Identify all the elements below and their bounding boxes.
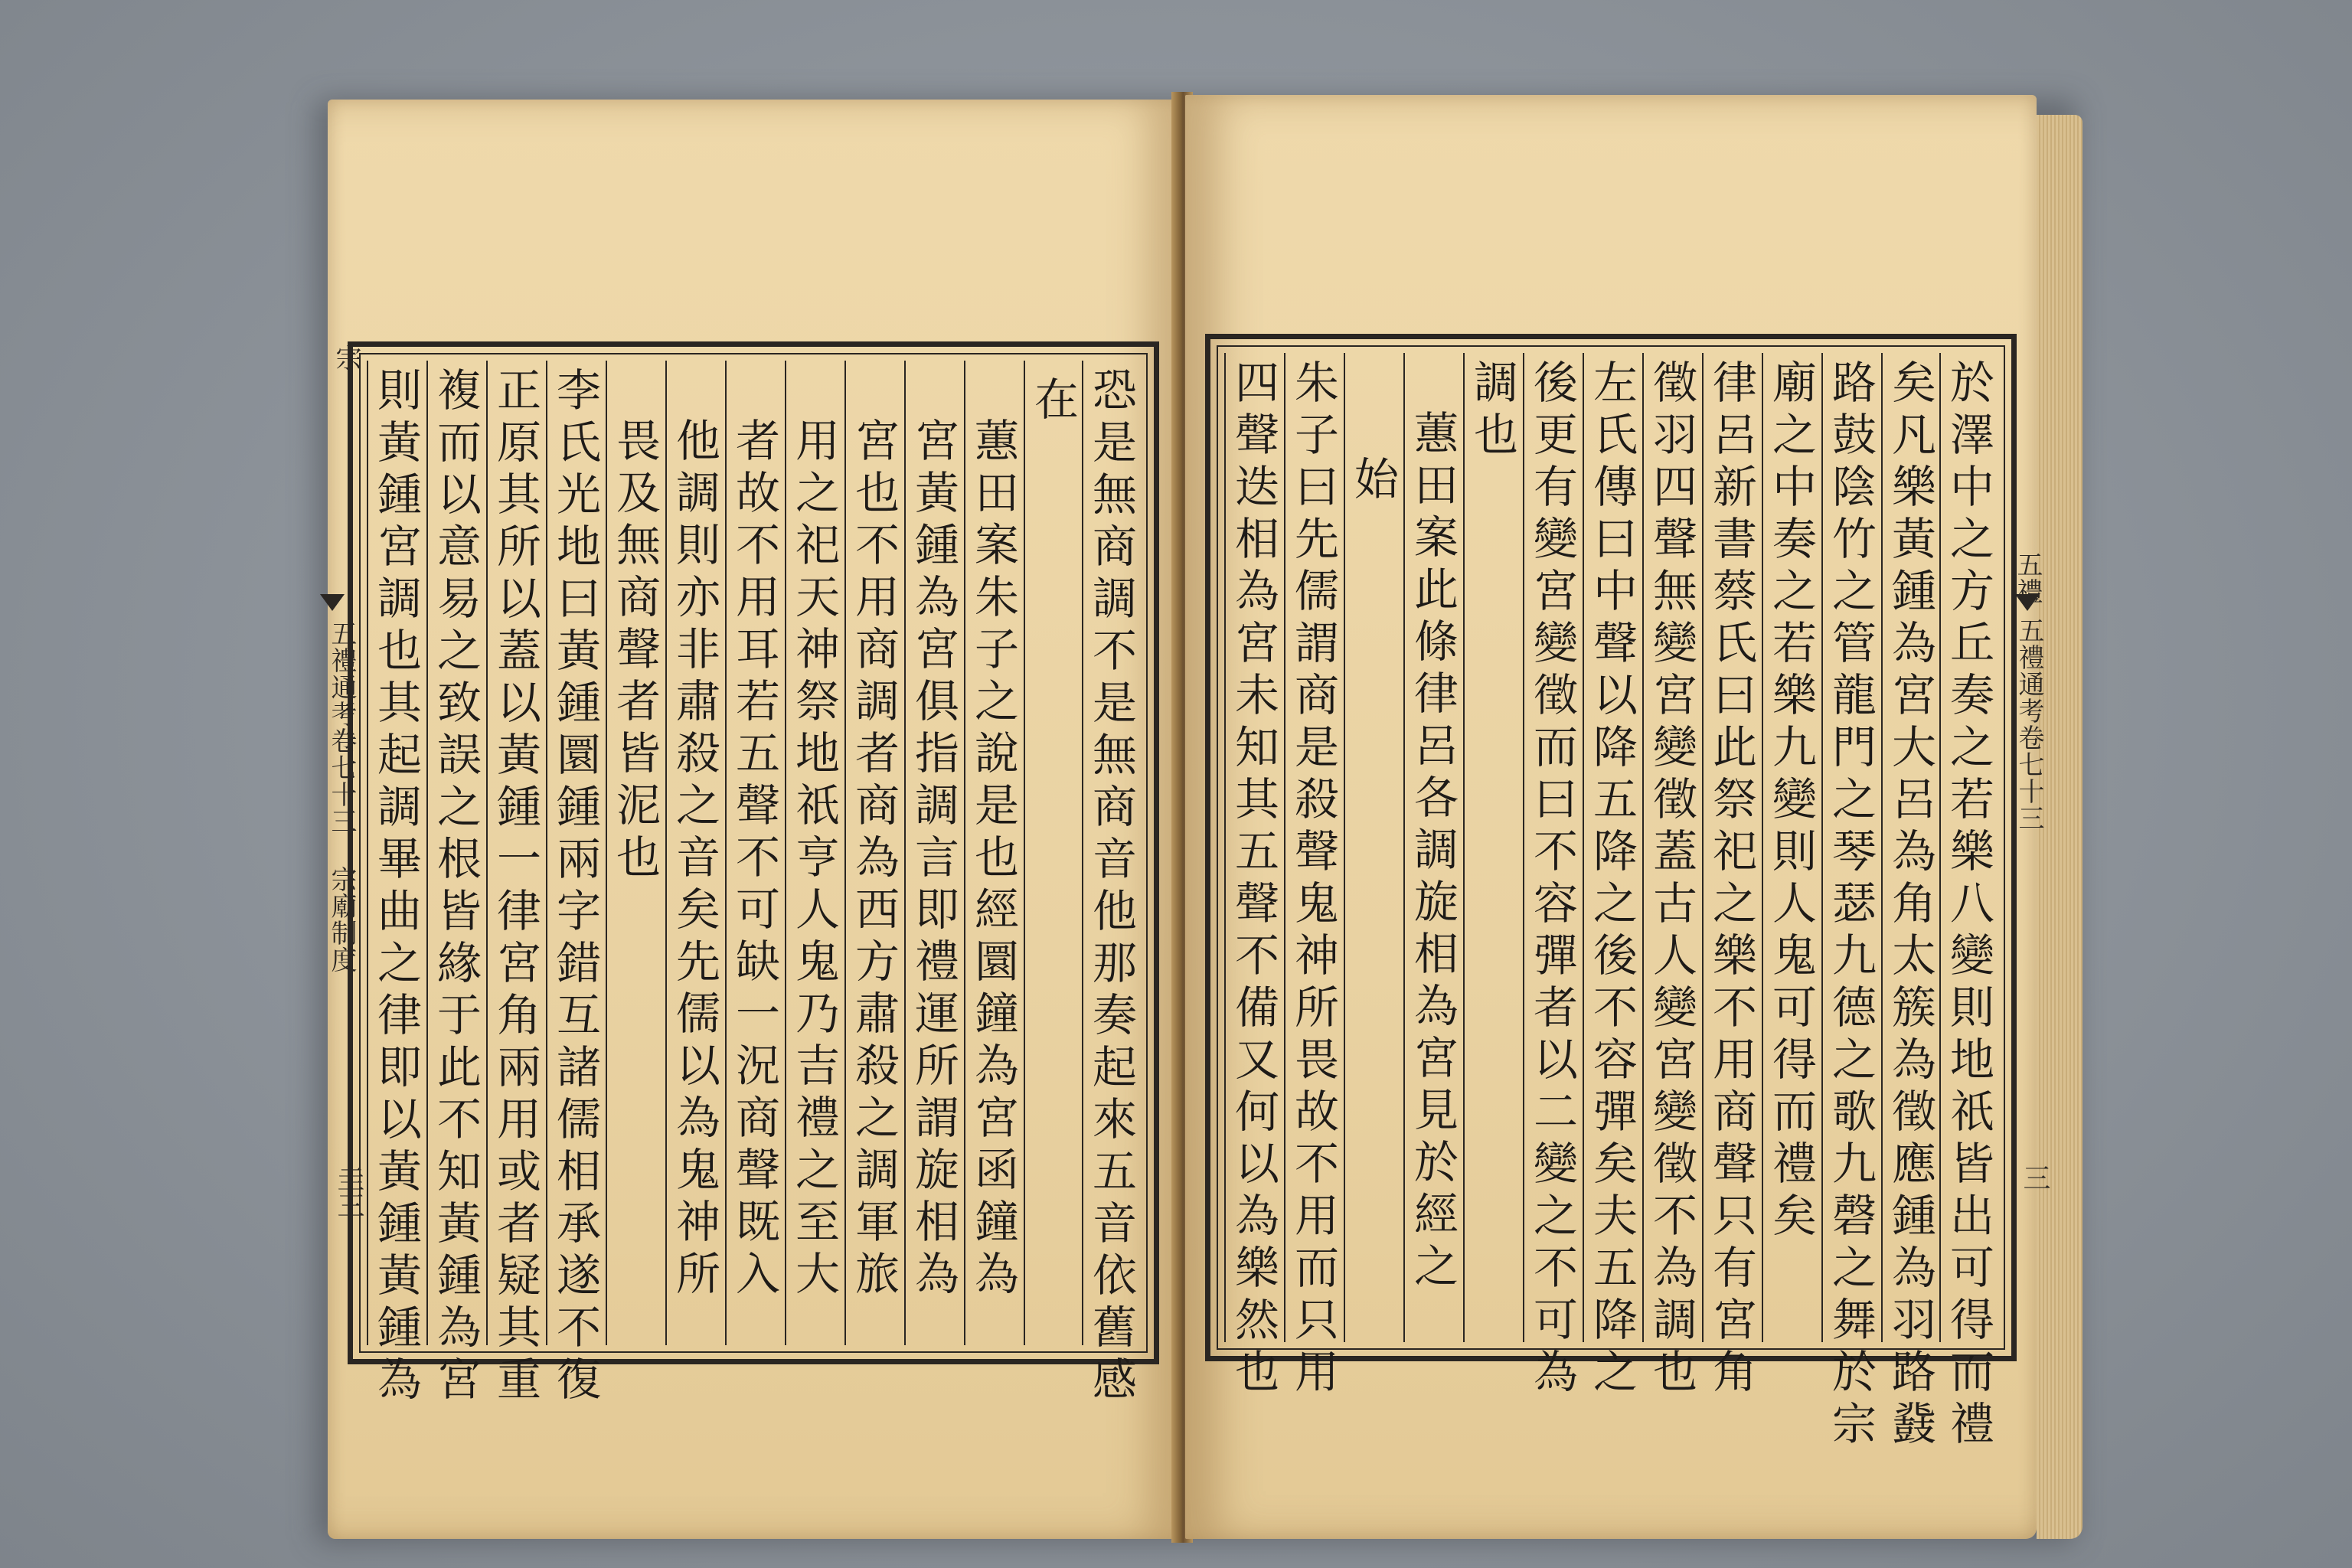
left-col-13: 則黃鍾宮調也其起調畢曲之律即以黃鍾黃鍾為 [367, 361, 425, 1345]
right-col-4: 廟之中奏之若樂九變則人鬼可得而禮矣 [1762, 353, 1820, 1342]
left-col-1: 恐是無商調不是無商音他那奏起來五音依舊感 [1082, 361, 1140, 1345]
left-col-4: 宮黃鍾為宮俱指調言即禮運所謂旋相為 [904, 361, 962, 1345]
right-col-5: 律呂新書蔡氏曰此祭祀之樂不用商聲只有宮角 [1702, 353, 1760, 1342]
left-col-3: 蕙田案朱子之說是也經圜鐘為宮函鐘為 [964, 361, 1022, 1345]
right-col-12: 朱子曰先儒謂商是殺聲鬼神所畏故不用而只用 [1284, 353, 1342, 1342]
left-col-10: 李氏光地曰黃鍾圜鍾兩字錯互諸儒相承遂不復 [546, 361, 604, 1345]
left-col-11: 正原其所以蓋以黃鍾一律宮角兩用或者疑其重 [486, 361, 544, 1345]
right-banxin-title: 五禮通考卷七十三 [2014, 617, 2044, 831]
left-folio-number: 圭三 [333, 1164, 364, 1219]
right-col-10: 蕙田案此條律呂各調旋相為宮見於經之 [1403, 353, 1462, 1342]
right-col-9: 調也 [1463, 353, 1521, 1342]
left-banxin-title: 五禮通考卷七十三 宗廟制度 [326, 620, 357, 973]
right-fishtail-mark [2015, 594, 2040, 611]
left-col-2: 在 [1024, 361, 1082, 1345]
right-col-8: 後更有變宮變徵而曰不容彈者以二變之不可為 [1523, 353, 1581, 1342]
right-col-7: 左氏傳曰中聲以降五降之後不容彈矣夫五降之 [1583, 353, 1641, 1342]
right-text-frame [1205, 334, 2017, 1452]
right-folio-number: 三 [2019, 1164, 2050, 1191]
right-col-1: 於澤中之方丘奏之若樂八變則地祇皆出可得而禮 [1939, 353, 1998, 1342]
right-col-3: 路鼓陰竹之管龍門之琴瑟九德之歌九磬之舞於宗 [1821, 353, 1880, 1342]
left-col-9: 畏及無商聲者皆泥也 [606, 361, 664, 1345]
right-banxin-top: 五禮 [2012, 551, 2043, 605]
left-text-frame [348, 341, 1159, 1408]
left-col-6: 用之祀天神祭地祇亨人鬼乃吉禮之至大 [785, 361, 843, 1345]
left-col-8: 他調則亦非肅殺之音矣先儒以為鬼神所 [665, 361, 724, 1345]
left-fishtail-mark [320, 594, 345, 611]
right-col-6: 徵羽四聲無變宮變徵蓋古人變宮變徵不為調也 [1642, 353, 1700, 1342]
left-col-7: 者故不用耳若五聲不可缺一況商聲既入 [725, 361, 783, 1345]
left-col-5: 宮也不用商調者商為西方肅殺之調軍旅 [844, 361, 903, 1345]
left-col-12: 複而以意易之致誤之根皆緣于此不知黃鍾為宮 [426, 361, 485, 1345]
left-banxin-top: 宗 [331, 345, 361, 371]
right-col-11: 始 [1344, 353, 1402, 1342]
right-col-2: 矣凡樂黃鍾為宮大呂為角太簇為徵應鍾為羽路鼗 [1881, 353, 1939, 1342]
right-col-13: 四聲迭相為宮未知其五聲不備又何以為樂然也 [1224, 353, 1282, 1342]
